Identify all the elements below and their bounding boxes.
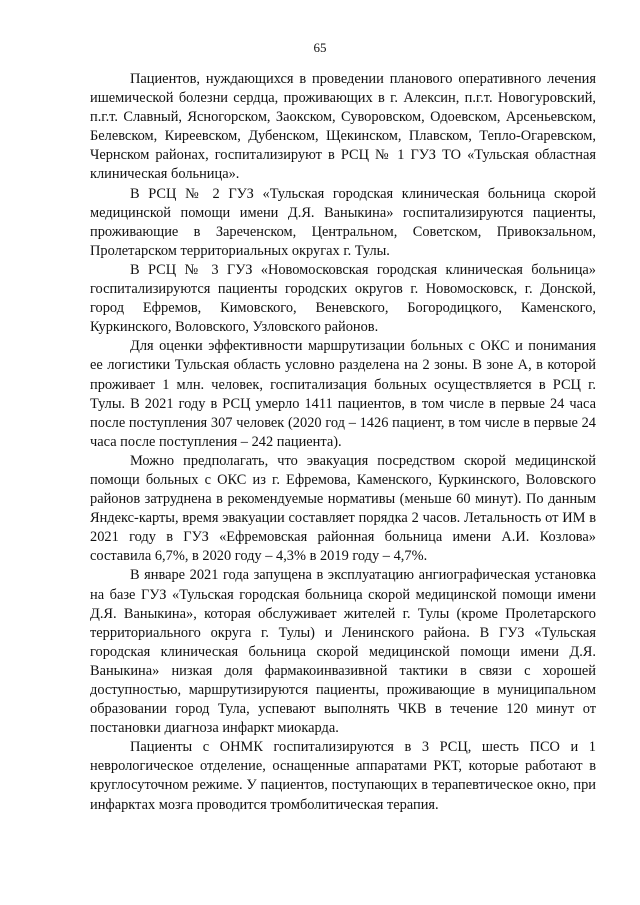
document-body — [90, 70, 596, 815]
paragraph-rsc1-routing: Пациентов, нуждающихся в проведении планового оперативного лечения ишемической болезни сердца, проживающих в г. Алексин, п.г.т. Новогуровский, п.г.т. Славный, Ясногорском, Заокском, Суворовском, Одоевском, Арсеньевском, Белевском, Киреевском, Дубенском, Щекинском, Плавском, Тепло-Огаревском, Чернском районах, госпитализируют в РСЦ № 1 ГУЗ ТО «Тульская областная клиническая больница». — [90, 71, 596, 183]
page-number: 65 — [313, 40, 327, 55]
paragraph-rsc2-routing: В РСЦ № 2 ГУЗ «Тульская городская клиническая больница скорой медицинской помощи имени Д.Я. Ваныкина» госпитализируются пациенты, проживающие в Зареченском, Центральном, Советском, Привокзальном, Пролетарском территориальных округах г. Тулы. — [90, 185, 596, 259]
paragraph-angiography: В январе 2021 года запущена в эксплуатацию ангиографическая установка на базе ГУЗ «Тульская городская больница скорой медицинской помощи имени Д.Я. Ваныкина», которая обслуживает жителей г. Тулы (кроме Пролетарского территориального округа г. Тулы) и Ленинского района. В ГУЗ «Тульская городская клиническая больница скорой медицинской помощи имени Д.Я. Ваныкина» низкая доля фармакоинвазивной тактики в связи с хорошей доступностью, маршрутизируются пациенты, проживающие в муниципальном образовании город Тула, успевают выполнять ЧКВ в течение 120 минут от постановки диагноза инфаркт миокарда. — [90, 567, 596, 737]
paragraph-evacuation: Можно предполагать, что эвакуация посредством скорой медицинской помощи больных с ОКС из г. Ефремова, Каменского, Куркинского, Воловского районов затруднена в рекомендуемые нормативы (меньше 60 минут). По данным Яндекс-карты, время эвакуации составляет порядка 2 часов. Летальность от ИМ в 2021 году в ГУЗ «Ефремовская районная больница имени А.И. Козлова» составила 6,7%, в 2020 году – 4,3% в 2019 году – 4,7%. — [90, 452, 596, 565]
paragraph-rsc3-routing: В РСЦ № 3 ГУЗ «Новомосковская городская клиническая больница» госпитализируются пациенты городских округов г. Новомосковск, г. Донской, город Ефремов, Кимовского, Веневского, Богородицкого, Каменского, Куркинского, Воловского, Узловского районов. — [90, 261, 596, 336]
paragraph-onmk: Пациенты с ОНМК госпитализируются в 3 РСЦ, шесть ПСО и 1 неврологическое отделение, оснащенные аппаратами РКТ, которые работают в круглосуточном режиме. У пациентов, поступающих в терапевтическое окно, при инфарктах мозга проводится тромболитическая терапия. — [90, 739, 596, 813]
paragraph-oks-zones: Для оценки эффективности маршрутизации больных с ОКС и понимания ее логистики Тульская область условно разделена на 2 зоны. В зоне А, в которой проживает 1 млн. человек, госпитализация больных осуществляется в РСЦ г. Тулы. В 2021 году в РСЦ умерло 1411 пациентов, в том числе в первые 24 часа после поступления 307 человек (2020 год – 1426 пациент, в том числе в первые 24 часа после поступления – 242 пациента). — [90, 338, 596, 450]
